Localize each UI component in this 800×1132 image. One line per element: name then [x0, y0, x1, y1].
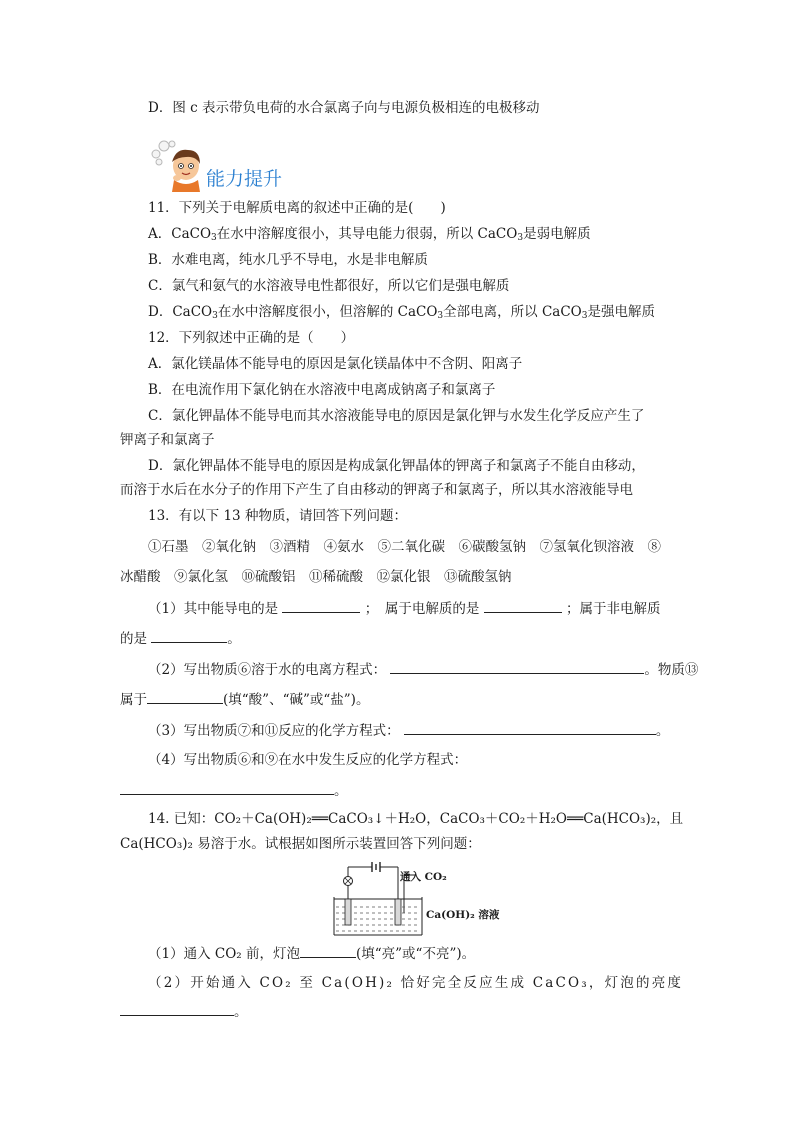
q11-option-a: A．CaCO$_3$在水中溶解度很小，其导电能力很弱，所以 CaCO$_3$是弱电解质	[148, 226, 591, 243]
q14-part2-line2: 。	[120, 1001, 248, 1022]
answer-blank[interactable]	[151, 628, 227, 643]
apparatus-figure	[330, 855, 530, 940]
q13-part1-line1: （1）其中能导电的是 ； 属于电解质的是 ；属于非电解质	[148, 598, 661, 619]
co2-inlet-label: 通入 CO₂	[400, 871, 447, 883]
section-title: 能力提升	[206, 168, 283, 190]
q12-option-c-line2: 钾离子和氯离子	[120, 432, 215, 448]
q12-stem: 12．下列叙述中正确的是（ ）	[148, 330, 355, 346]
q14-line2: Ca(HCO₃)₂ 易溶于水。试根据如图所示装置回答下列问题：	[120, 836, 481, 852]
section-heading	[150, 140, 290, 192]
q12-option-a: A．氯化镁晶体不能导电的原因是氯化镁晶体中不含阴、阳离子	[148, 356, 523, 372]
answer-blank[interactable]	[120, 780, 334, 795]
q14-part1: （1）通入 CO₂ 前，灯泡 (填“亮”或“不亮”)。	[148, 943, 475, 964]
q11-stem: 11．下列关于电解质电离的叙述中正确的是( )	[148, 200, 446, 216]
answer-blank[interactable]	[300, 943, 356, 958]
q12-option-d-line1: D．氯化钾晶体不能导电的原因是构成氯化钾晶体的钾离子和氯离子不能自由移动，	[148, 458, 645, 474]
q13-substances-line2: 冰醋酸 ⑨氯化氢 ⑩硫酸铝 ⑪稀硫酸 ⑫氯化银 ⑬硫酸氢钠	[120, 569, 512, 585]
q11-option-d: D．CaCO$_3$在水中溶解度很小，但溶解的 CaCO$_3$全部电离，所以 CaCO$_3$是强电解质	[148, 304, 655, 321]
answer-blank[interactable]	[282, 598, 360, 613]
answer-blank[interactable]	[404, 720, 656, 735]
q14-line1: 14. 已知：CO₂＋Ca(OH)₂══CaCO₃↓＋H₂O，CaCO₃＋CO₂＋H₂O══Ca(HCO₃)₂，且	[148, 811, 684, 827]
q13-part4-line2: 。	[120, 780, 348, 801]
q13-part3: （3）写出物质⑦和⑪反应的化学方程式： 。	[148, 720, 669, 741]
answer-blank[interactable]	[390, 659, 644, 674]
q13-substances-line1: ①石墨 ②氧化钠 ③酒精 ④氨水 ⑤二氧化碳 ⑥碳酸氢钠 ⑦氢氧化钡溶液 ⑧	[148, 539, 661, 555]
q13-stem: 13．有以下 13 种物质，请回答下列问题：	[148, 508, 407, 524]
answer-blank[interactable]	[484, 598, 562, 613]
q13-part4-line1: （4）写出物质⑥和⑨在水中发生反应的化学方程式：	[148, 752, 468, 768]
solution-label: Ca(OH)₂ 溶液	[426, 909, 500, 921]
thinking-student-icon	[150, 140, 210, 192]
q12-option-c-line1: C．氯化钾晶体不能导电而其水溶液能导电的原因是氯化钾与水发生化学反应产生了	[148, 408, 645, 424]
q12-option-b: B．在电流作用下氯化钠在水溶液中电离成钠离子和氯离子	[148, 382, 496, 398]
answer-blank[interactable]	[120, 1001, 234, 1016]
q14-part2-line1: （2）开始通入 CO₂ 至 Ca(OH)₂ 恰好完全反应生成 CaCO₃，灯泡的亮度	[148, 975, 684, 991]
q13-part2-line1: （2）写出物质⑥溶于水的电离方程式： 。物质⑬	[148, 659, 698, 680]
circuit-diagram	[330, 855, 530, 940]
answer-blank[interactable]	[147, 689, 223, 704]
q10-option-d: D．图 c 表示带负电荷的水合氯离子向与电源负极相连的电极移动	[148, 100, 540, 116]
q12-option-d-line2: 而溶于水后在水分子的作用下产生了自由移动的钾离子和氯离子，所以其水溶液能导电	[120, 482, 633, 498]
q11-option-b: B．水难电离，纯水几乎不导电，水是非电解质	[148, 252, 428, 268]
q13-part2-line2: 属于 (填“酸”、“碱”或“盐”)。	[120, 689, 369, 710]
q11-option-c: C．氯气和氨气的水溶液导电性都很好，所以它们是强电解质	[148, 278, 510, 294]
q13-part1-line2: 的是 。	[120, 628, 241, 649]
